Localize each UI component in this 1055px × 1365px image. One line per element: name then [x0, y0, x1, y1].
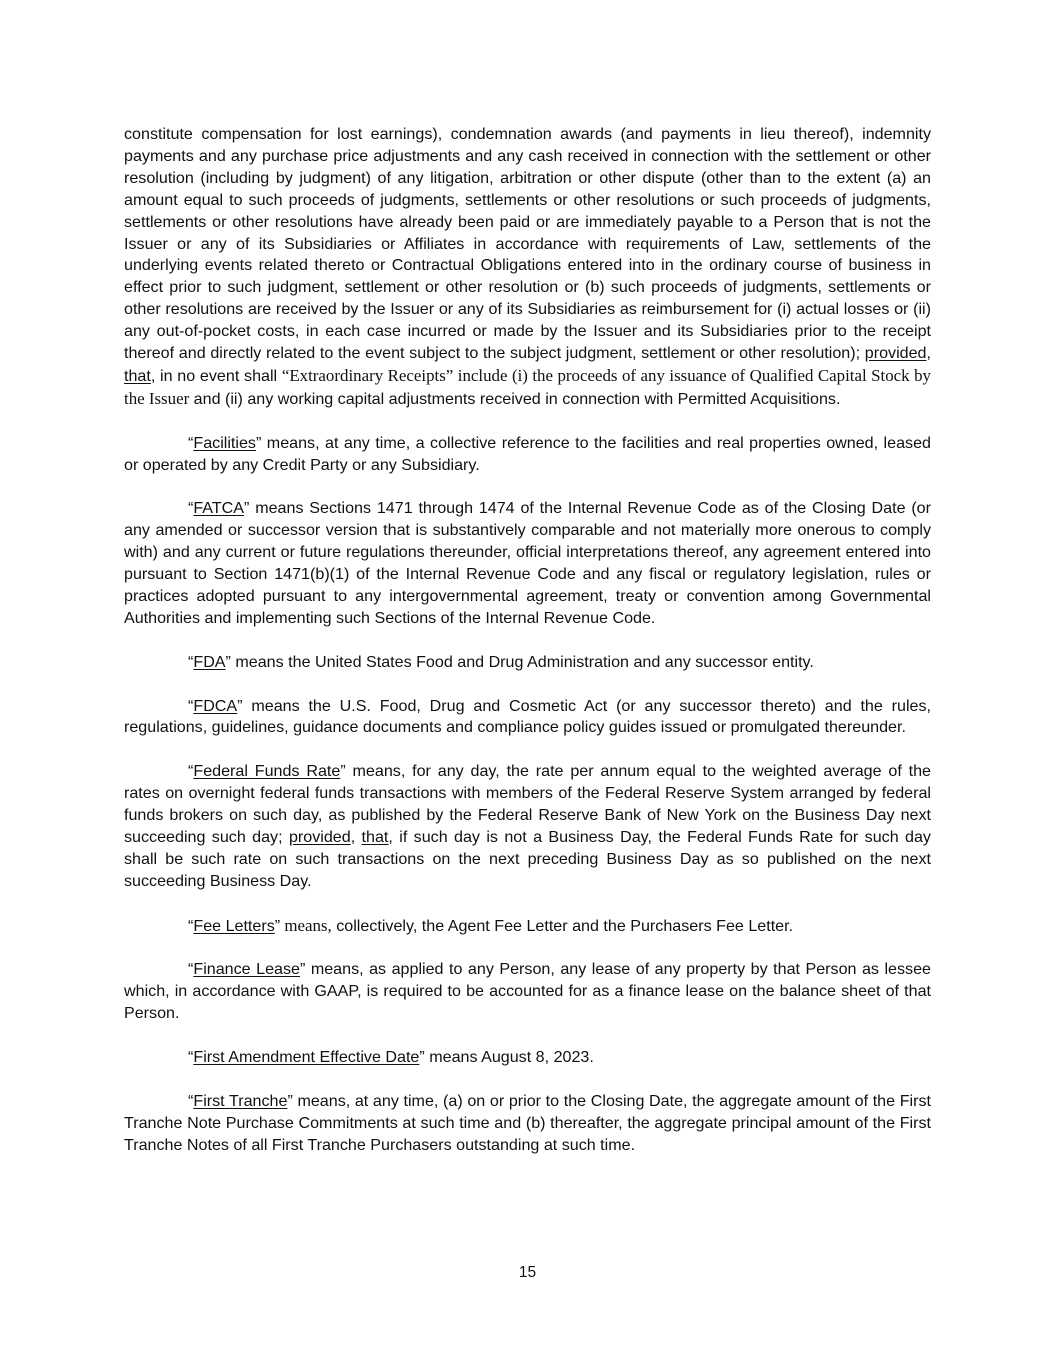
defined-term: Facilities: [193, 433, 256, 452]
definition-body: ,: [350, 827, 362, 846]
definition-body: means Sections 1471 through 1474 of the Internal Revenue Code as of the Closing Date (or any amended or successor version that is substantively comparable and not materially more onerous to comply with) and any current or future regulations thereunder, official interpretations thereof, any agreement entered into pursuant to Section 1471(b)(1) of the Internal Revenue Code and any fiscal or regulatory legislation, rules or practices adopted pursuant to any intergovernmental agreement, treaty or convention among Governmental Authorities and implementing such Sections of the Internal Revenue Code.: [124, 499, 931, 627]
defined-term: FDCA: [193, 696, 238, 715]
defined-term: FATCA: [193, 499, 245, 518]
paragraph-text: , in no event shall: [150, 366, 282, 385]
provided-term: provided: [288, 827, 351, 846]
continuation-paragraph: [124, 124, 931, 411]
close-quote: ”: [419, 1047, 425, 1066]
definition-body: means, at any time, (a) on or prior to the Closing Date, the aggregate amount of the First Tranche Note Purchase Commitments at such time and (b) thereafter, the aggregate principal amount of the First Tranche Notes of all First Tranche Purchasers outstanding at such time.: [124, 1091, 931, 1154]
paragraph-text: constitute compensation for lost earnings), condemnation awards (and payments in lieu thereof), indemnity payments and any purchase price adjustments and any cash received in connection with the settlement or other resolution (including by judgment) of any litigation, arbitration or other dispute (other than to the extent (a) an amount equal to such proceeds of judgments, settlements or other resolutions or such proceeds of judgments, settlements or other resolutions have already been paid or are immediately payable to a Person that is not the Issuer or any of its Subsidiaries or Affiliates in accordance with requirements of Law, settlements of the underlying events related thereto or Contractual Obligations entered into in the ordinary course of business in effect prior to such judgment, settlement or other resolution or (b) such proceeds of judgments, settlements or other resolutions are received by the Issuer or any of its Subsidiaries as reimbursement for (i) actual losses or (ii) any out-of-pocket costs, in each case incurred or made by the Issuer and its Subsidiaries prior to the receipt thereof and directly related to the event subject to the subject judgment, settlement or other resolution);: [124, 125, 931, 363]
page-number: 15: [518, 1264, 537, 1281]
open-quote: “: [188, 1047, 194, 1066]
that-term: that: [124, 366, 151, 385]
paragraph-serif-text: “Extraordinary Receipts” include (i) the proceeds of any issuance of Qualified Capital Stock by the Issuer: [124, 365, 931, 408]
that-term: that: [361, 827, 389, 846]
open-quote: “: [188, 433, 194, 452]
definition-body: means, at any time, a collective reference to the facilities and real properties owned, leased or operated by any Credit Party or any Subsidiary.: [124, 433, 931, 474]
open-quote: “: [188, 762, 194, 781]
open-quote: “: [188, 499, 194, 518]
definition-fatca: [124, 498, 931, 629]
definition-finance-lease: [124, 959, 931, 1025]
definition-fdca: [124, 696, 931, 740]
definition-body: means the United States Food and Drug Administration and any successor entity.: [230, 652, 814, 671]
open-quote: “: [188, 916, 194, 935]
close-quote: ”: [244, 499, 250, 518]
defined-term: First Amendment Effective Date: [193, 1047, 420, 1066]
close-quote: ”: [340, 762, 346, 781]
definition-first-amendment-effective-date: [124, 1047, 931, 1069]
close-quote: ”: [287, 1091, 293, 1110]
close-quote: ”: [225, 652, 231, 671]
close-quote: ”: [237, 696, 243, 715]
definition-body: , if such day is not a Business Day, the Federal Funds Rate for such day shall be such rate on such transactions on the next preceding Business Day as so published on the next succeeding Business Day.: [124, 827, 931, 890]
defined-term: Fee Letters: [193, 916, 275, 935]
paragraph-text: ,: [926, 344, 931, 363]
close-quote: ”: [255, 433, 262, 452]
definition-fda: [124, 652, 931, 674]
definition-federal-funds-rate: [124, 761, 931, 892]
close-quote: ”: [299, 960, 306, 979]
defined-term: FDA: [193, 652, 226, 671]
open-quote: “: [188, 960, 194, 979]
definition-facilities: [124, 433, 931, 477]
defined-term: Finance Lease: [193, 960, 300, 979]
defined-term: Federal Funds Rate: [193, 762, 341, 781]
definition-body: means, for any day, the rate per annum equal to the weighted average of the rates on overnight federal funds transactions with members of the Federal Reserve System arranged by federal funds brokers on such day, as published by the Federal Reserve Bank of New York on the Business Day next succeeding such day;: [124, 762, 931, 846]
document-page: [124, 124, 931, 1178]
open-quote: “: [188, 696, 194, 715]
open-quote: “: [188, 1091, 194, 1110]
defined-term: First Tranche: [193, 1091, 288, 1110]
open-quote: “: [188, 652, 194, 671]
definition-fee-letters: [124, 915, 931, 938]
definition-first-tranche: [124, 1091, 931, 1157]
definition-body: collectively, the Agent Fee Letter and the Purchasers Fee Letter.: [331, 916, 794, 935]
definition-body: means, as applied to any Person, any lease of any property by that Person as lessee which, in accordance with GAAP, is required to be accounted for as a finance lease on the balance sheet of that Person.: [124, 960, 931, 1023]
definition-serif-word: means,: [280, 915, 332, 935]
provided-term: provided: [864, 344, 927, 363]
definition-body: means August 8, 2023.: [424, 1047, 594, 1066]
paragraph-text: and (ii) any working capital adjustments received in connection with Permitted Acquisitions.: [189, 389, 841, 408]
definition-body: means the U.S. Food, Drug and Cosmetic Act (or any successor thereto) and the rules, regulations, guidelines, guidance documents and compliance policy guides issued or promulgated thereunder.: [124, 696, 931, 737]
close-quote: ”: [274, 916, 281, 935]
